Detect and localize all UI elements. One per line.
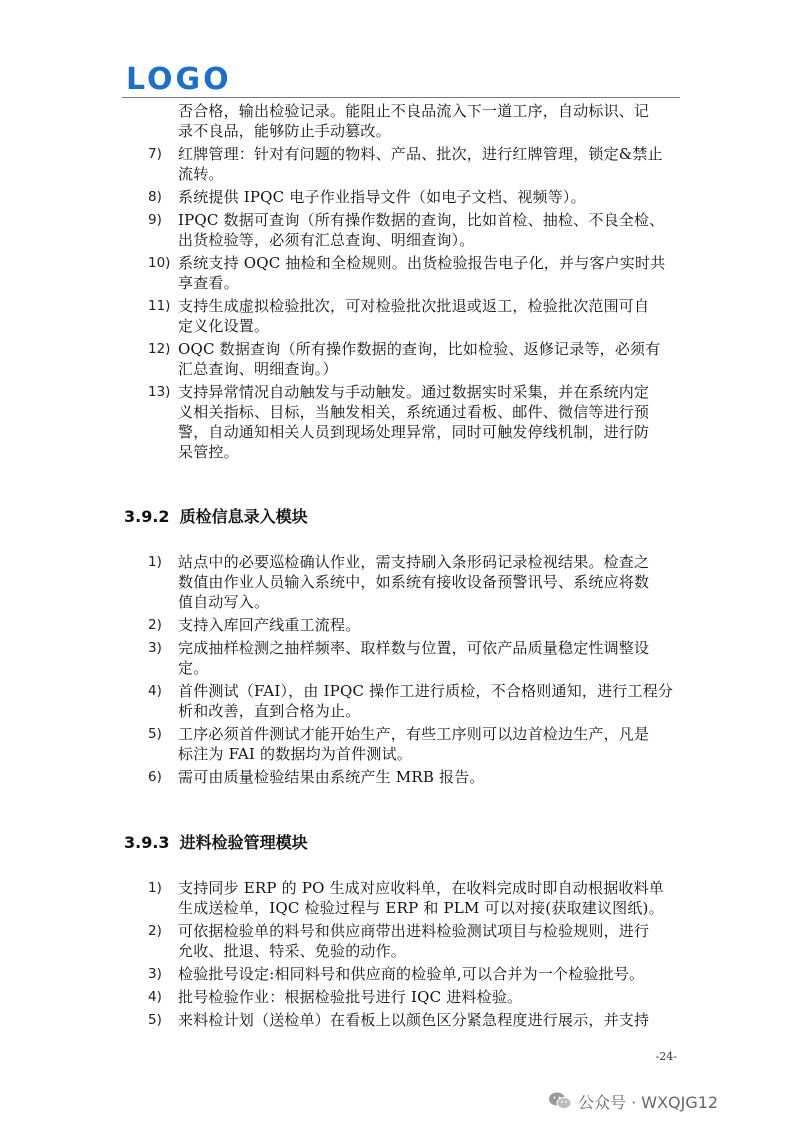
list-item-line: 呆管控。 — [178, 443, 239, 461]
list-item-line: 值自动写入。 — [178, 593, 270, 611]
section-heading-3-9-2 — [124, 506, 308, 528]
logo: LOGO — [126, 62, 232, 97]
list-item-line: 流转。 — [178, 165, 224, 183]
section-title: 质检信息录入模块 — [179, 507, 308, 526]
list-item-number: 11) — [148, 298, 171, 314]
list-item-line: 站点中的必要巡检确认作业，需支持刷入条形码记录检视结果。检查之 — [178, 553, 650, 571]
list-item-number: 4) — [148, 989, 162, 1005]
list-item-line: 支持同步 ERP 的 PO 生成对应收料单，在收料完成时即自动根据收料单 — [178, 879, 665, 897]
list-item-number: 10) — [148, 255, 171, 271]
list-item-line: 红牌管理：针对有问题的物料、产品、批次，进行红牌管理，锁定&禁止 — [178, 145, 663, 163]
list-item-line: 来料检计划（送检单）在看板上以颜色区分紧急程度进行展示，并支持 — [178, 1011, 650, 1029]
list-item-number: 12) — [148, 341, 171, 357]
section-number: 3.9.2 — [124, 507, 170, 526]
list-item-number: 5) — [148, 726, 162, 742]
page-number: -24- — [655, 1050, 677, 1063]
list-item-line: 定。 — [178, 659, 209, 677]
list-item-line: 录不良品，能够防止手动篡改。 — [178, 122, 391, 140]
list-item-line: 允收、批退、特采、免验的动作。 — [178, 942, 407, 960]
list-item-number: 1) — [148, 880, 162, 896]
list-item-line: OQC 数据查询（所有操作数据的查询，比如检验、返修记录等，必须有 — [178, 340, 661, 358]
list-item-line: 工序必须首件测试才能开始生产，有些工序则可以边首检边生产，凡是 — [178, 725, 650, 743]
list-item-line: 析和改善，直到合格为止。 — [178, 702, 361, 720]
list-item-line: 支持异常情况自动触发与手动触发。通过数据实时采集，并在系统内定 — [178, 383, 650, 401]
list-item-line: 系统支持 OQC 抽检和全检规则。出货检验报告电子化，并与客户实时共 — [178, 254, 666, 272]
list-item-number: 1) — [148, 554, 162, 570]
watermark — [548, 1088, 718, 1114]
list-item-line: 否合格，输出检验记录。能阻止不良品流入下一道工序，自动标识、记 — [178, 102, 650, 120]
list-item-number: 2) — [148, 923, 162, 939]
list-item-line: 检验批号设定:相同料号和供应商的检验单,可以合并为一个检验批号。 — [178, 965, 645, 983]
list-item-line: 生成送检单，IQC 检验过程与 ERP 和 PLM 可以对接(获取建议图纸)。 — [178, 899, 664, 917]
list-item-number: 13) — [148, 384, 171, 400]
list-item-line: 首件测试（FAI），由 IPQC 操作工进行质检，不合格则通知，进行工程分 — [178, 682, 674, 700]
list-item-line: 定义化设置。 — [178, 317, 270, 335]
section-number: 3.9.3 — [124, 833, 170, 852]
list-item-line: 警，自动通知相关人员到现场处理异常，同时可触发停线机制，进行防 — [178, 423, 650, 441]
list-item-number: 7) — [148, 146, 162, 162]
wechat-icon — [548, 1091, 572, 1111]
list-item-line: 出货检验等，必须有汇总查询、明细查询）。 — [178, 231, 475, 249]
list-item-number: 4) — [148, 683, 162, 699]
list-item-line: 可依据检验单的料号和供应商带出进料检验测试项目与检验规则，进行 — [178, 922, 650, 940]
list-item-line: 完成抽样检测之抽样频率、取样数与位置，可依产品质量稳定性调整设 — [178, 639, 650, 657]
list-item-number: 5) — [148, 1012, 162, 1028]
section-title: 进料检验管理模块 — [179, 833, 308, 852]
list-item-line: 义相关指标、目标，当触发相关，系统通过看板、邮件、微信等进行预 — [178, 403, 650, 421]
list-item-number: 3) — [148, 966, 162, 982]
list-item-line: 支持生成虚拟检验批次，可对检验批次批退或返工，检验批次范围可自 — [178, 297, 650, 315]
header-rule — [122, 97, 680, 98]
list-item-line: 标注为 FAI 的数据均为首件测试。 — [178, 745, 412, 763]
list-item-line: 批号检验作业：根据检验批号进行 IQC 进料检验。 — [178, 988, 523, 1006]
list-item-line: 汇总查询、明细查询。） — [178, 360, 338, 378]
list-item-number: 8) — [148, 189, 162, 205]
list-item-line: IPQC 数据可查询（所有操作数据的查询，比如首检、抽检、不良全检、 — [178, 211, 665, 229]
list-item-line: 享查看。 — [178, 274, 239, 292]
list-item-number: 6) — [148, 769, 162, 785]
list-item-line: 需可由质量检验结果由系统产生 MRB 报告。 — [178, 768, 485, 786]
section-heading-3-9-3 — [124, 832, 308, 854]
list-item-line: 数值由作业人员输入系统中，如系统有接收设备预警讯号、系统应将数 — [178, 573, 650, 591]
list-item-line: 支持入库回产线重工流程。 — [178, 616, 361, 634]
list-item-number: 2) — [148, 617, 162, 633]
watermark-text: 公众号 · WXQJG12 — [578, 1092, 719, 1112]
list-item-number: 3) — [148, 640, 162, 656]
list-item-line: 系统提供 IPQC 电子作业指导文件（如电子文档、视频等）。 — [178, 188, 586, 206]
list-item-number: 9) — [148, 212, 162, 228]
